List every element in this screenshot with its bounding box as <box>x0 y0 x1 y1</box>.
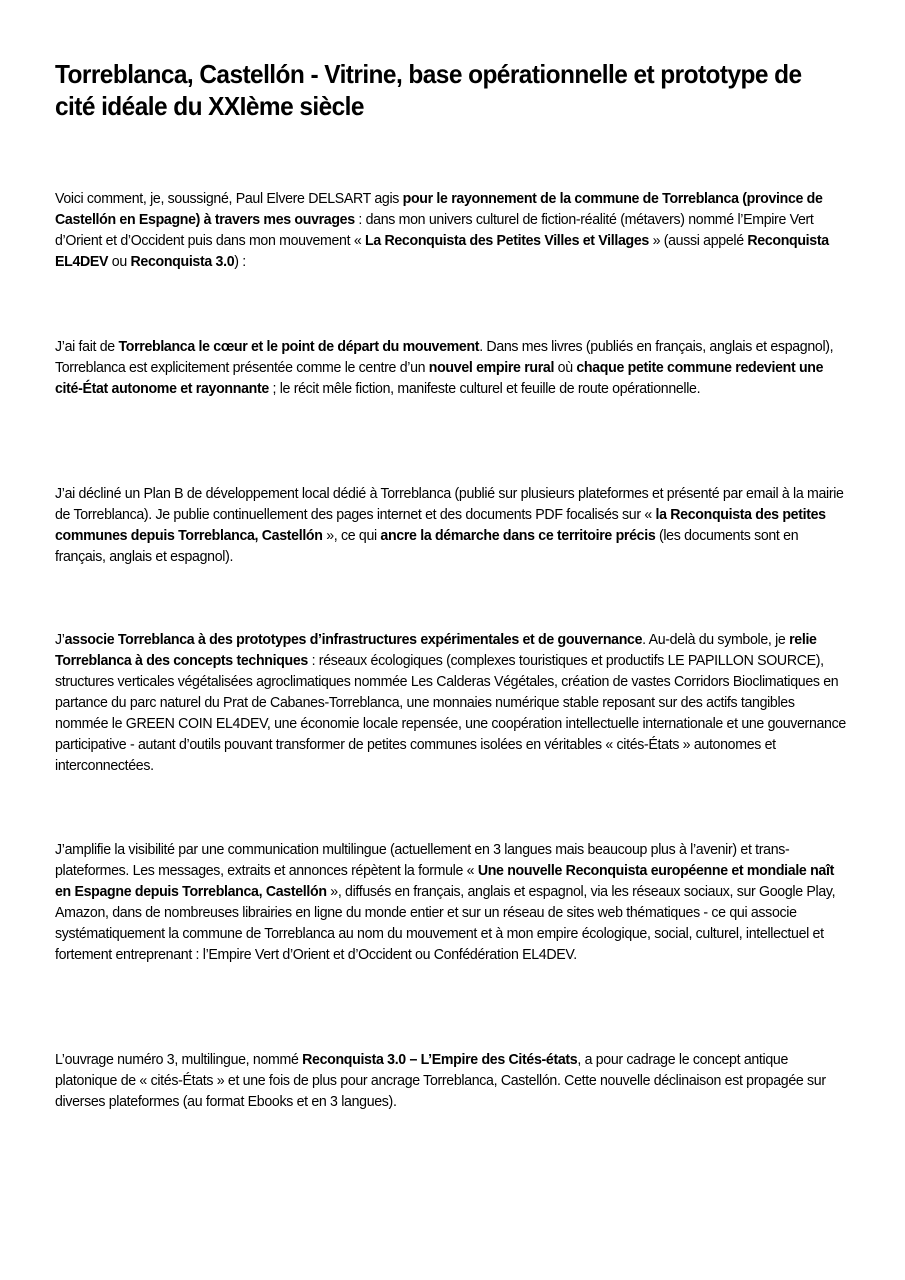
text-run: ; le récit mêle fiction, manifeste culturel et feuille de route opérationnelle. <box>268 380 701 397</box>
bold-text-run: pour le rayonnement de la commune de Torreblanca (province de Castellón en Espagne) à travers mes ouvrages <box>55 190 823 228</box>
text-run: ou <box>108 253 131 270</box>
bold-text-run: nouvel empire rural <box>428 359 555 376</box>
text-run: ) : <box>234 253 246 270</box>
text-run: (les documents sont en français, anglais et espagnol). <box>55 527 799 565</box>
text-run: , a pour cadrage le concept antique platonique de « cités-États » et une fois de plus pour ancrage Torreblanca, Castellón. Cette nouvelle déclinaison est propagée sur diverses plateformes (au format Ebooks et en 3 langues). <box>55 1051 826 1110</box>
text-run: Voici comment, je, soussigné, Paul Elvere DELSART agis <box>55 190 403 207</box>
text-run: », ce qui <box>322 527 381 544</box>
text-run: . Dans mes livres (publiés en français, anglais et espagnol), Torreblanca est explicitement présentée comme le centre d’un <box>55 338 834 376</box>
bold-text-run: Reconquista 3.0 – L’Empire des Cités-états <box>302 1051 578 1068</box>
text-run: J’amplifie la visibilité par une communication multilingue (actuellement en 3 langues mais beaucoup plus à l’avenir) et trans-plateformes. Les messages, extraits et annonces répètent la formule « <box>55 841 790 879</box>
paragraph-heart-of-movement <box>55 336 849 399</box>
bold-text-run: chaque petite commune redevient une cité-État autonome et rayonnante <box>55 359 824 397</box>
text-run: : dans mon univers culturel de fiction-réalité (métavers) nommé l’Empire Vert d’Orient et d’Occident puis dans mon mouvement « <box>55 211 814 249</box>
bold-text-run: la Reconquista des petites communes depuis Torreblanca, Castellón <box>55 506 826 544</box>
text-run: » (aussi appelé <box>648 232 748 249</box>
paragraph-introduction <box>55 188 849 272</box>
bold-text-run: Reconquista 3.0 <box>130 253 235 270</box>
bold-text-run: La Reconquista des Petites Villes et Villages <box>364 232 649 249</box>
bold-text-run: Reconquista EL4DEV <box>55 232 829 270</box>
text-run: : réseaux écologiques (complexes touristiques et productifs LE PAPILLON SOURCE), structures verticales végétalisées agroclimatiques nommée Les Calderas Végétales, création de vastes Corridors Bioclimatiques en partance du parc naturel du Prat de Cabanes-Torreblanca, une monnaies numérique stable reposant sur des actifs tangibles nommée le GREEN COIN EL4DEV, une économie locale repensée, une coopération intellectuelle internationale et une gouvernance participative - autant d’outils pouvant transformer de petites communes isolées en véritables « cités-États » autonomes et interconnectées. <box>55 652 846 774</box>
paragraph-plan-b <box>55 483 849 567</box>
paragraph-reconquista-3 <box>55 1049 849 1112</box>
text-run: où <box>554 359 577 376</box>
text-run: . Au-delà du symbole, je <box>642 631 790 648</box>
bold-text-run: Torreblanca le cœur et le point de départ du mouvement <box>118 338 480 355</box>
text-run: J’ <box>55 631 65 648</box>
document-title: Torreblanca, Castellón - Vitrine, base opérationnelle et prototype de cité idéale du XXIème siècle <box>55 59 802 121</box>
bold-text-run: Une nouvelle Reconquista européenne et mondiale naît en Espagne depuis Torreblanca, Castellón <box>55 862 834 900</box>
bold-text-run: associe Torreblanca à des prototypes d’infrastructures expérimentales et de gouvernance <box>64 631 643 648</box>
text-run: », diffusés en français, anglais et espagnol, via les réseaux sociaux, sur Google Play, Amazon, dans de nombreuses librairies en ligne du monde entier et sur un réseau de sites web thématiques - ce qui associe systématiquement la commune de Torreblanca au nom du mouvement et à mon empire écologique, social, culturel, intellectuel et fortement entreprenant : l’Empire Vert d’Orient et d’Occident ou Confédération EL4DEV. <box>55 883 836 963</box>
text-run: J’ai fait de <box>55 338 119 355</box>
bold-text-run: relie Torreblanca à des concepts techniques <box>55 631 817 669</box>
text-run: L’ouvrage numéro 3, multilingue, nommé <box>55 1051 303 1068</box>
text-run: J’ai décliné un Plan B de développement local dédié à Torreblanca (publié sur plusieurs plateformes et présenté par email à la mairie de Torreblanca). Je publie continuellement des pages internet et des documents PDF focalisés sur « <box>55 485 844 523</box>
paragraph-communication <box>55 839 849 965</box>
paragraph-prototypes <box>55 629 849 776</box>
bold-text-run: ancre la démarche dans ce territoire précis <box>380 527 656 544</box>
